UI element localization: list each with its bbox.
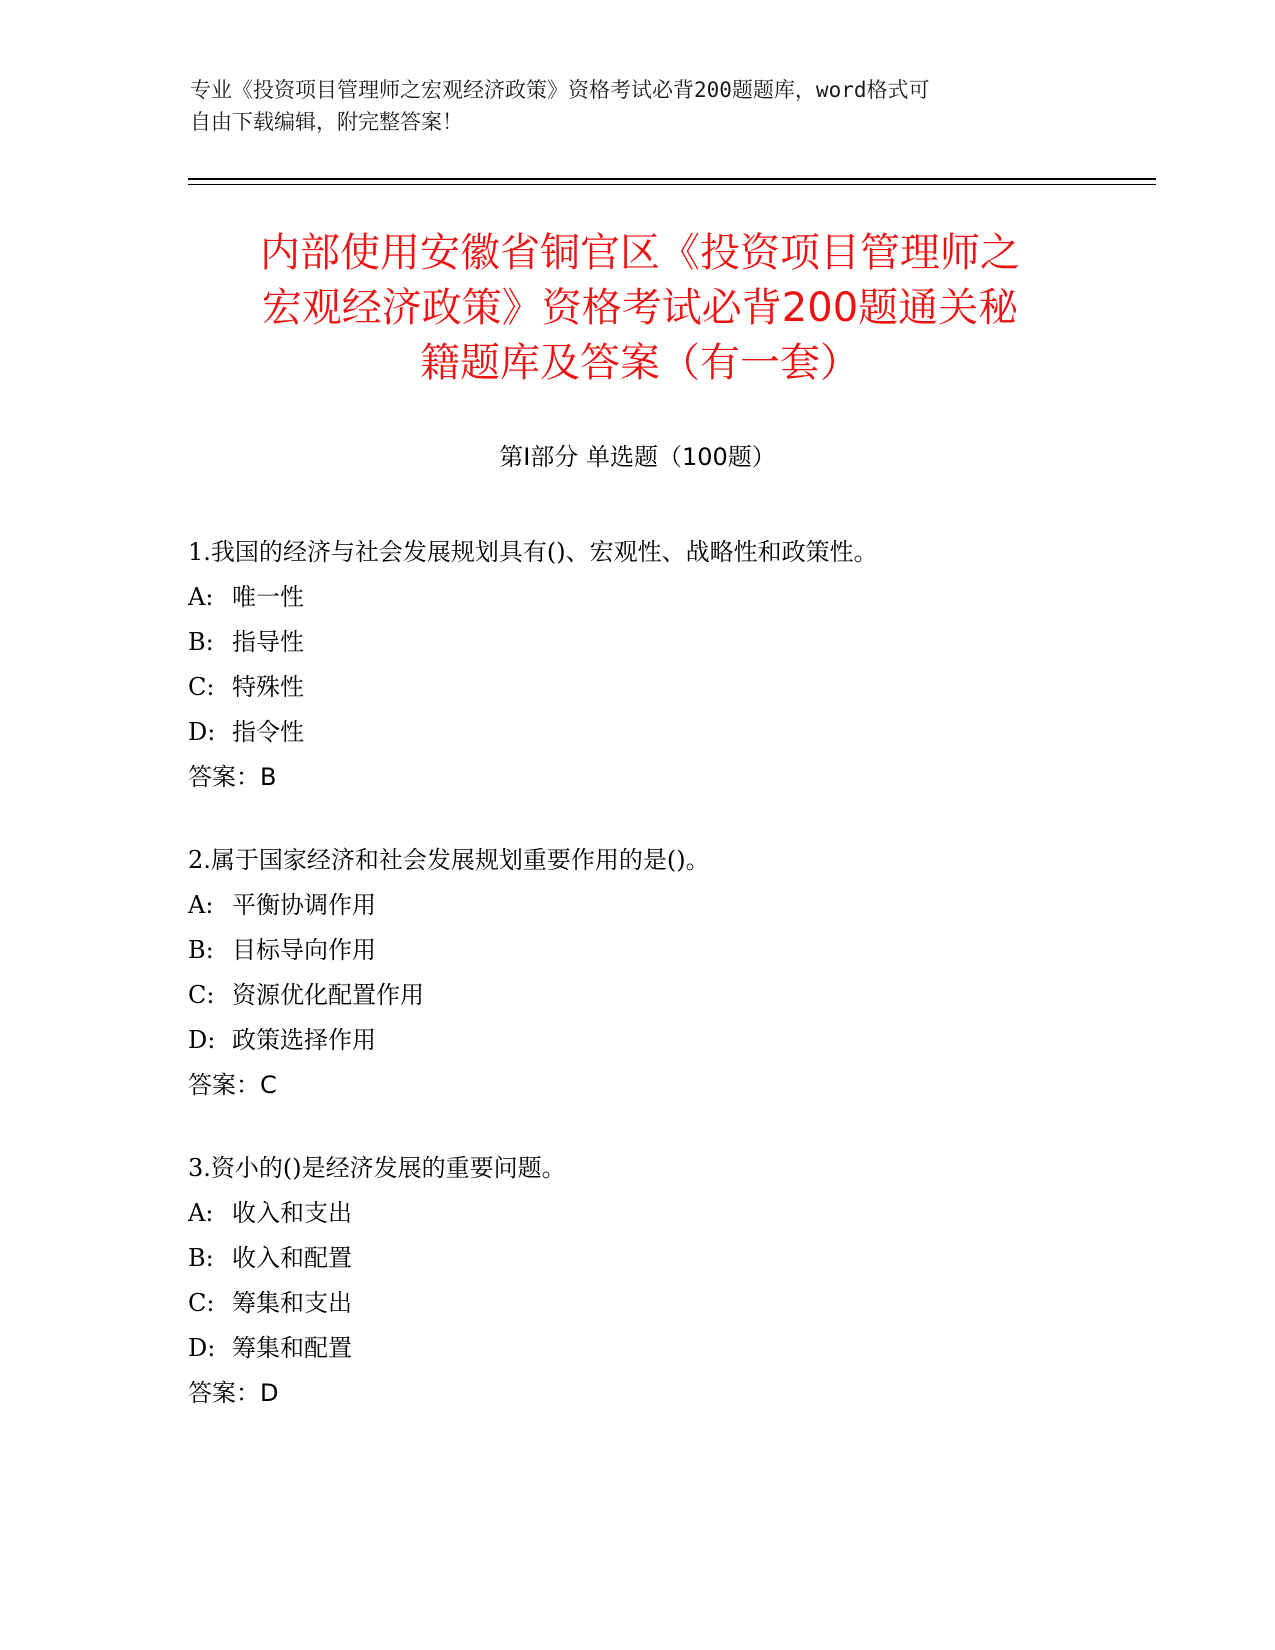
option-text: 收入和支出 xyxy=(232,1199,352,1227)
question-stem: 2.属于国家经济和社会发展规划重要作用的是()。 xyxy=(188,846,710,874)
section-title: 第Ⅰ部分 单选题（100题） xyxy=(499,443,776,471)
answer-label: 答案： xyxy=(188,1379,260,1407)
option-text: 收入和配置 xyxy=(232,1244,352,1272)
answer-value: D xyxy=(260,1379,279,1407)
question-list xyxy=(188,530,1088,1454)
option-letter: C: xyxy=(188,1289,215,1317)
question-item xyxy=(188,838,1088,1108)
option-a xyxy=(188,1191,1088,1236)
header-note-line: 专业《投资项目管理师之宏观经济政策》资格考试必背200题题库，word格式可 xyxy=(190,78,930,102)
option-letter: D: xyxy=(188,1026,216,1054)
option-text: 平衡协调作用 xyxy=(232,891,376,919)
option-text: 政策选择作用 xyxy=(232,1026,376,1054)
option-letter: A: xyxy=(188,891,214,919)
option-text: 特殊性 xyxy=(232,673,304,701)
option-c xyxy=(188,973,1088,1018)
header-note-line: 自由下载编辑，附完整答案！ xyxy=(190,110,463,134)
option-d xyxy=(188,1018,1088,1063)
option-letter: C: xyxy=(188,981,215,1009)
option-b xyxy=(188,928,1088,973)
answer-line xyxy=(188,755,1088,800)
answer-line xyxy=(188,1063,1088,1108)
header-divider-thin xyxy=(188,184,1156,185)
option-text: 筹集和支出 xyxy=(232,1289,352,1317)
option-letter: B: xyxy=(188,1244,214,1272)
question-item xyxy=(188,1146,1088,1416)
option-c xyxy=(188,1281,1088,1326)
option-c xyxy=(188,665,1088,710)
option-d xyxy=(188,1326,1088,1371)
option-b xyxy=(188,620,1088,665)
option-letter: D: xyxy=(188,1334,216,1362)
title-line: 内部使用安徽省铜官区《投资项目管理师之 xyxy=(260,230,1020,276)
option-text: 唯一性 xyxy=(232,583,304,611)
title-line: 籍题库及答案（有一套） xyxy=(420,340,860,386)
option-text: 筹集和配置 xyxy=(232,1334,352,1362)
option-b xyxy=(188,1236,1088,1281)
answer-line xyxy=(188,1371,1088,1416)
option-text: 资源优化配置作用 xyxy=(232,981,424,1009)
header-divider-thick xyxy=(188,178,1156,180)
option-a xyxy=(188,883,1088,928)
header-note xyxy=(190,74,1070,138)
option-letter: C: xyxy=(188,673,215,701)
option-d xyxy=(188,710,1088,755)
option-a xyxy=(188,575,1088,620)
answer-label: 答案： xyxy=(188,763,260,791)
question-item xyxy=(188,530,1088,800)
title-line: 宏观经济政策》资格考试必背200题通关秘 xyxy=(261,285,1019,331)
document-title xyxy=(190,226,1090,391)
answer-value: C xyxy=(260,1071,277,1099)
option-letter: A: xyxy=(188,1199,214,1227)
question-stem: 1.我国的经济与社会发展规划具有()、宏观性、战略性和政策性。 xyxy=(188,538,878,566)
option-text: 指导性 xyxy=(232,628,304,656)
option-letter: B: xyxy=(188,628,214,656)
option-letter: D: xyxy=(188,718,216,746)
question-stem: 3.资小的()是经济发展的重要问题。 xyxy=(188,1154,566,1182)
answer-value: B xyxy=(260,763,277,791)
option-letter: B: xyxy=(188,936,214,964)
option-text: 目标导向作用 xyxy=(232,936,376,964)
option-text: 指令性 xyxy=(232,718,304,746)
answer-label: 答案： xyxy=(188,1071,260,1099)
option-letter: A: xyxy=(188,583,214,611)
